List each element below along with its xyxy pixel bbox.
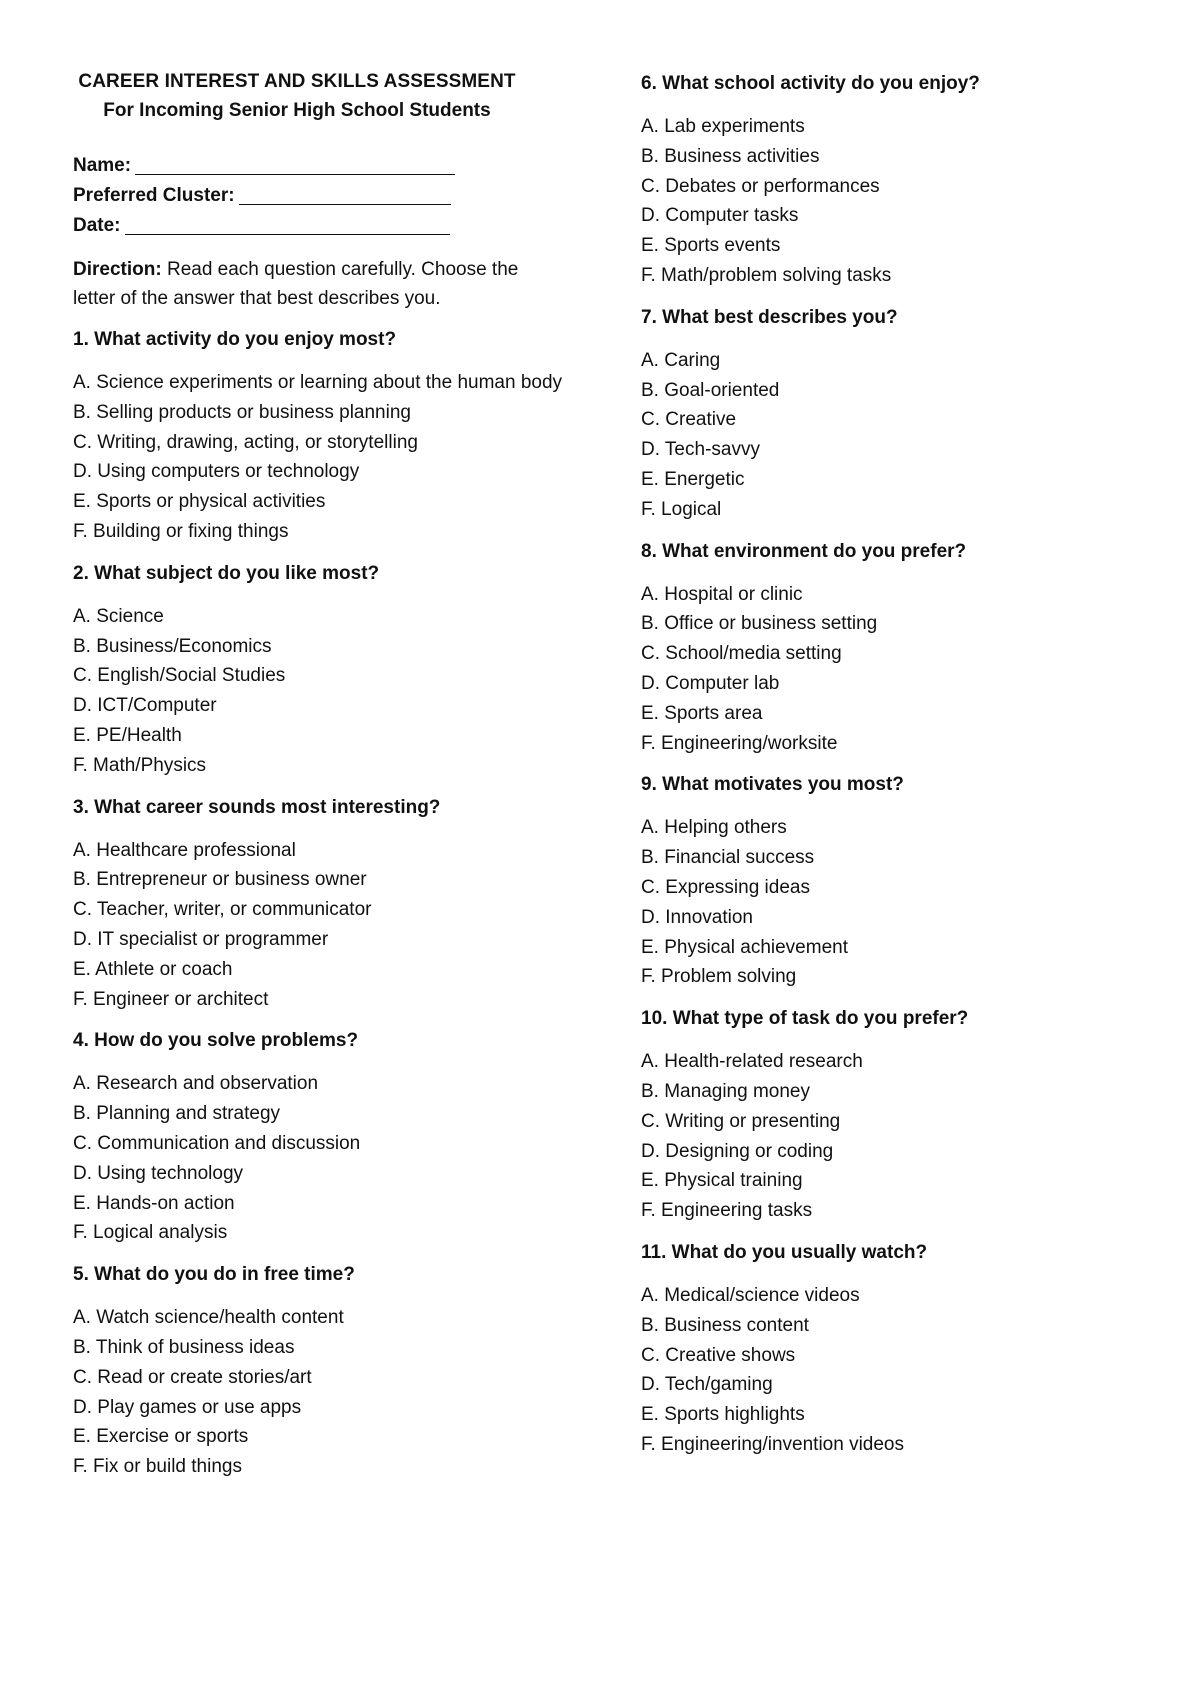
question-11 xyxy=(641,1241,1141,1460)
question-3-option-b[interactable]: B. Entrepreneur or business owner xyxy=(73,869,367,891)
question-4 xyxy=(73,1029,573,1248)
question-7-option-a[interactable]: A. Caring xyxy=(641,349,721,371)
question-10-option-c[interactable]: C. Writing or presenting xyxy=(641,1110,841,1132)
name-label: Name: xyxy=(73,155,132,176)
question-2 xyxy=(73,562,573,781)
question-5-option-d[interactable]: D. Play games or use apps xyxy=(73,1396,302,1418)
student-info-fields xyxy=(73,151,573,241)
question-4-option-d[interactable]: D. Using technology xyxy=(73,1162,244,1184)
question-9-option-c[interactable]: C. Expressing ideas xyxy=(641,876,810,898)
question-7-option-d[interactable]: D. Tech-savvy xyxy=(641,439,760,461)
preferred-cluster-blank-line[interactable] xyxy=(239,186,451,205)
question-10-option-d[interactable]: D. Designing or coding xyxy=(641,1140,834,1162)
question-10-option-a[interactable]: A. Health-related research xyxy=(641,1051,863,1073)
question-5-option-c[interactable]: C. Read or create stories/art xyxy=(73,1366,312,1388)
question-7-title: 7. What best describes you? xyxy=(641,306,898,328)
question-8-option-b[interactable]: B. Office or business setting xyxy=(641,613,878,635)
question-11-option-d[interactable]: D. Tech/gaming xyxy=(641,1374,773,1396)
name-blank-line[interactable] xyxy=(135,156,455,175)
question-3-option-c[interactable]: C. Teacher, writer, or communicator xyxy=(73,899,372,921)
question-8-option-e[interactable]: E. Sports area xyxy=(641,702,763,724)
question-9-option-f[interactable]: F. Problem solving xyxy=(641,966,797,988)
question-6 xyxy=(641,72,1141,291)
question-2-option-c[interactable]: C. English/Social Studies xyxy=(73,665,286,687)
question-1 xyxy=(73,328,573,547)
left-question-list xyxy=(73,328,573,1482)
question-1-option-b[interactable]: B. Selling products or business planning xyxy=(73,401,411,423)
question-11-option-e[interactable]: E. Sports highlights xyxy=(641,1404,805,1426)
question-4-option-e[interactable]: E. Hands-on action xyxy=(73,1192,235,1214)
question-9-title: 9. What motivates you most? xyxy=(641,774,904,796)
left-column xyxy=(73,70,573,1482)
question-8-title: 8. What environment do you prefer? xyxy=(641,540,967,562)
question-1-title: 1. What activity do you enjoy most? xyxy=(73,329,397,350)
question-2-option-f[interactable]: F. Math/Physics xyxy=(73,754,207,776)
right-question-list xyxy=(641,72,1141,1460)
question-6-title: 6. What school activity do you enjoy? xyxy=(641,73,980,94)
question-4-option-c[interactable]: C. Communication and discussion xyxy=(73,1132,361,1154)
date-label: Date: xyxy=(73,215,121,236)
question-6-option-c[interactable]: C. Debates or performances xyxy=(641,175,880,197)
question-4-option-a[interactable]: A. Research and observation xyxy=(73,1073,319,1095)
question-11-option-b[interactable]: B. Business content xyxy=(641,1314,809,1336)
direction-paragraph xyxy=(73,255,553,313)
question-5-option-a[interactable]: A. Watch science/health content xyxy=(73,1307,344,1329)
question-3-option-a[interactable]: A. Healthcare professional xyxy=(73,839,296,861)
question-10-option-e[interactable]: E. Physical training xyxy=(641,1170,803,1192)
question-1-option-d[interactable]: D. Using computers or technology xyxy=(73,461,360,483)
question-10 xyxy=(641,1007,1141,1226)
question-11-title: 11. What do you usually watch? xyxy=(641,1241,928,1263)
question-3-option-d[interactable]: D. IT specialist or programmer xyxy=(73,928,329,950)
question-7-option-e[interactable]: E. Energetic xyxy=(641,468,745,490)
question-3 xyxy=(73,796,573,1015)
question-5-option-f[interactable]: F. Fix or build things xyxy=(73,1456,242,1478)
page-subtitle: For Incoming Senior High School Students xyxy=(103,100,491,121)
question-11-option-c[interactable]: C. Creative shows xyxy=(641,1344,796,1366)
name-field xyxy=(73,151,573,181)
question-8-option-a[interactable]: A. Hospital or clinic xyxy=(641,583,803,605)
question-4-option-b[interactable]: B. Planning and strategy xyxy=(73,1103,281,1125)
question-9-option-e[interactable]: E. Physical achievement xyxy=(641,936,848,958)
question-6-option-b[interactable]: B. Business activities xyxy=(641,145,820,167)
question-9 xyxy=(641,773,1141,992)
question-3-title: 3. What career sounds most interesting? xyxy=(73,796,441,818)
question-6-option-e[interactable]: E. Sports events xyxy=(641,235,781,257)
question-8 xyxy=(641,540,1141,759)
question-7-option-c[interactable]: C. Creative xyxy=(641,409,737,431)
direction-text: Read each question carefully. Choose the letter of the answer that best describes you. xyxy=(73,259,519,309)
question-2-option-a[interactable]: A. Science xyxy=(73,605,164,627)
question-7 xyxy=(641,306,1141,525)
question-9-option-d[interactable]: D. Innovation xyxy=(641,906,753,928)
question-7-option-f[interactable]: F. Logical xyxy=(641,498,722,520)
question-2-option-b[interactable]: B. Business/Economics xyxy=(73,635,272,657)
question-5 xyxy=(73,1263,573,1482)
question-3-option-e[interactable]: E. Athlete or coach xyxy=(73,958,233,980)
question-1-option-e[interactable]: E. Sports or physical activities xyxy=(73,491,326,513)
question-2-title: 2. What subject do you like most? xyxy=(73,562,380,584)
question-9-option-a[interactable]: A. Helping others xyxy=(641,817,787,839)
right-column xyxy=(641,72,1141,1460)
question-1-option-a[interactable]: A. Science experiments or learning about the human body xyxy=(73,372,563,393)
date-blank-line[interactable] xyxy=(125,216,450,235)
question-8-option-d[interactable]: D. Computer lab xyxy=(641,672,780,694)
date-field xyxy=(73,211,573,241)
question-1-option-f[interactable]: F. Building or fixing things xyxy=(73,520,289,542)
question-4-title: 4. How do you solve problems? xyxy=(73,1030,359,1052)
question-8-option-f[interactable]: F. Engineering/worksite xyxy=(641,732,838,754)
question-4-option-f[interactable]: F. Logical analysis xyxy=(73,1222,228,1244)
question-6-option-a[interactable]: A. Lab experiments xyxy=(641,116,805,137)
question-5-title: 5. What do you do in free time? xyxy=(73,1264,355,1286)
question-2-option-e[interactable]: E. PE/Health xyxy=(73,724,182,746)
question-10-title: 10. What type of task do you prefer? xyxy=(641,1008,969,1030)
question-3-option-f[interactable]: F. Engineer or architect xyxy=(73,988,269,1010)
question-6-option-f[interactable]: F. Math/problem solving tasks xyxy=(641,264,892,286)
question-1-option-c[interactable]: C. Writing, drawing, acting, or storytelling xyxy=(73,431,418,453)
question-9-option-b[interactable]: B. Financial success xyxy=(641,847,815,869)
question-7-option-b[interactable]: B. Goal-oriented xyxy=(641,379,780,401)
question-11-option-f[interactable]: F. Engineering/invention videos xyxy=(641,1433,905,1455)
preferred-cluster-label: Preferred Cluster: xyxy=(73,185,235,206)
question-5-option-e[interactable]: E. Exercise or sports xyxy=(73,1426,249,1448)
preferred-cluster-field xyxy=(73,181,573,211)
question-5-option-b[interactable]: B. Think of business ideas xyxy=(73,1336,295,1358)
question-2-option-d[interactable]: D. ICT/Computer xyxy=(73,695,217,717)
question-8-option-c[interactable]: C. School/media setting xyxy=(641,643,842,665)
question-6-option-d[interactable]: D. Computer tasks xyxy=(641,205,799,227)
page-title: CAREER INTEREST AND SKILLS ASSESSMENT xyxy=(78,71,516,92)
direction-label: Direction: xyxy=(73,259,162,280)
question-11-option-a[interactable]: A. Medical/science videos xyxy=(641,1284,860,1306)
question-10-option-f[interactable]: F. Engineering tasks xyxy=(641,1200,813,1222)
question-10-option-b[interactable]: B. Managing money xyxy=(641,1080,810,1102)
